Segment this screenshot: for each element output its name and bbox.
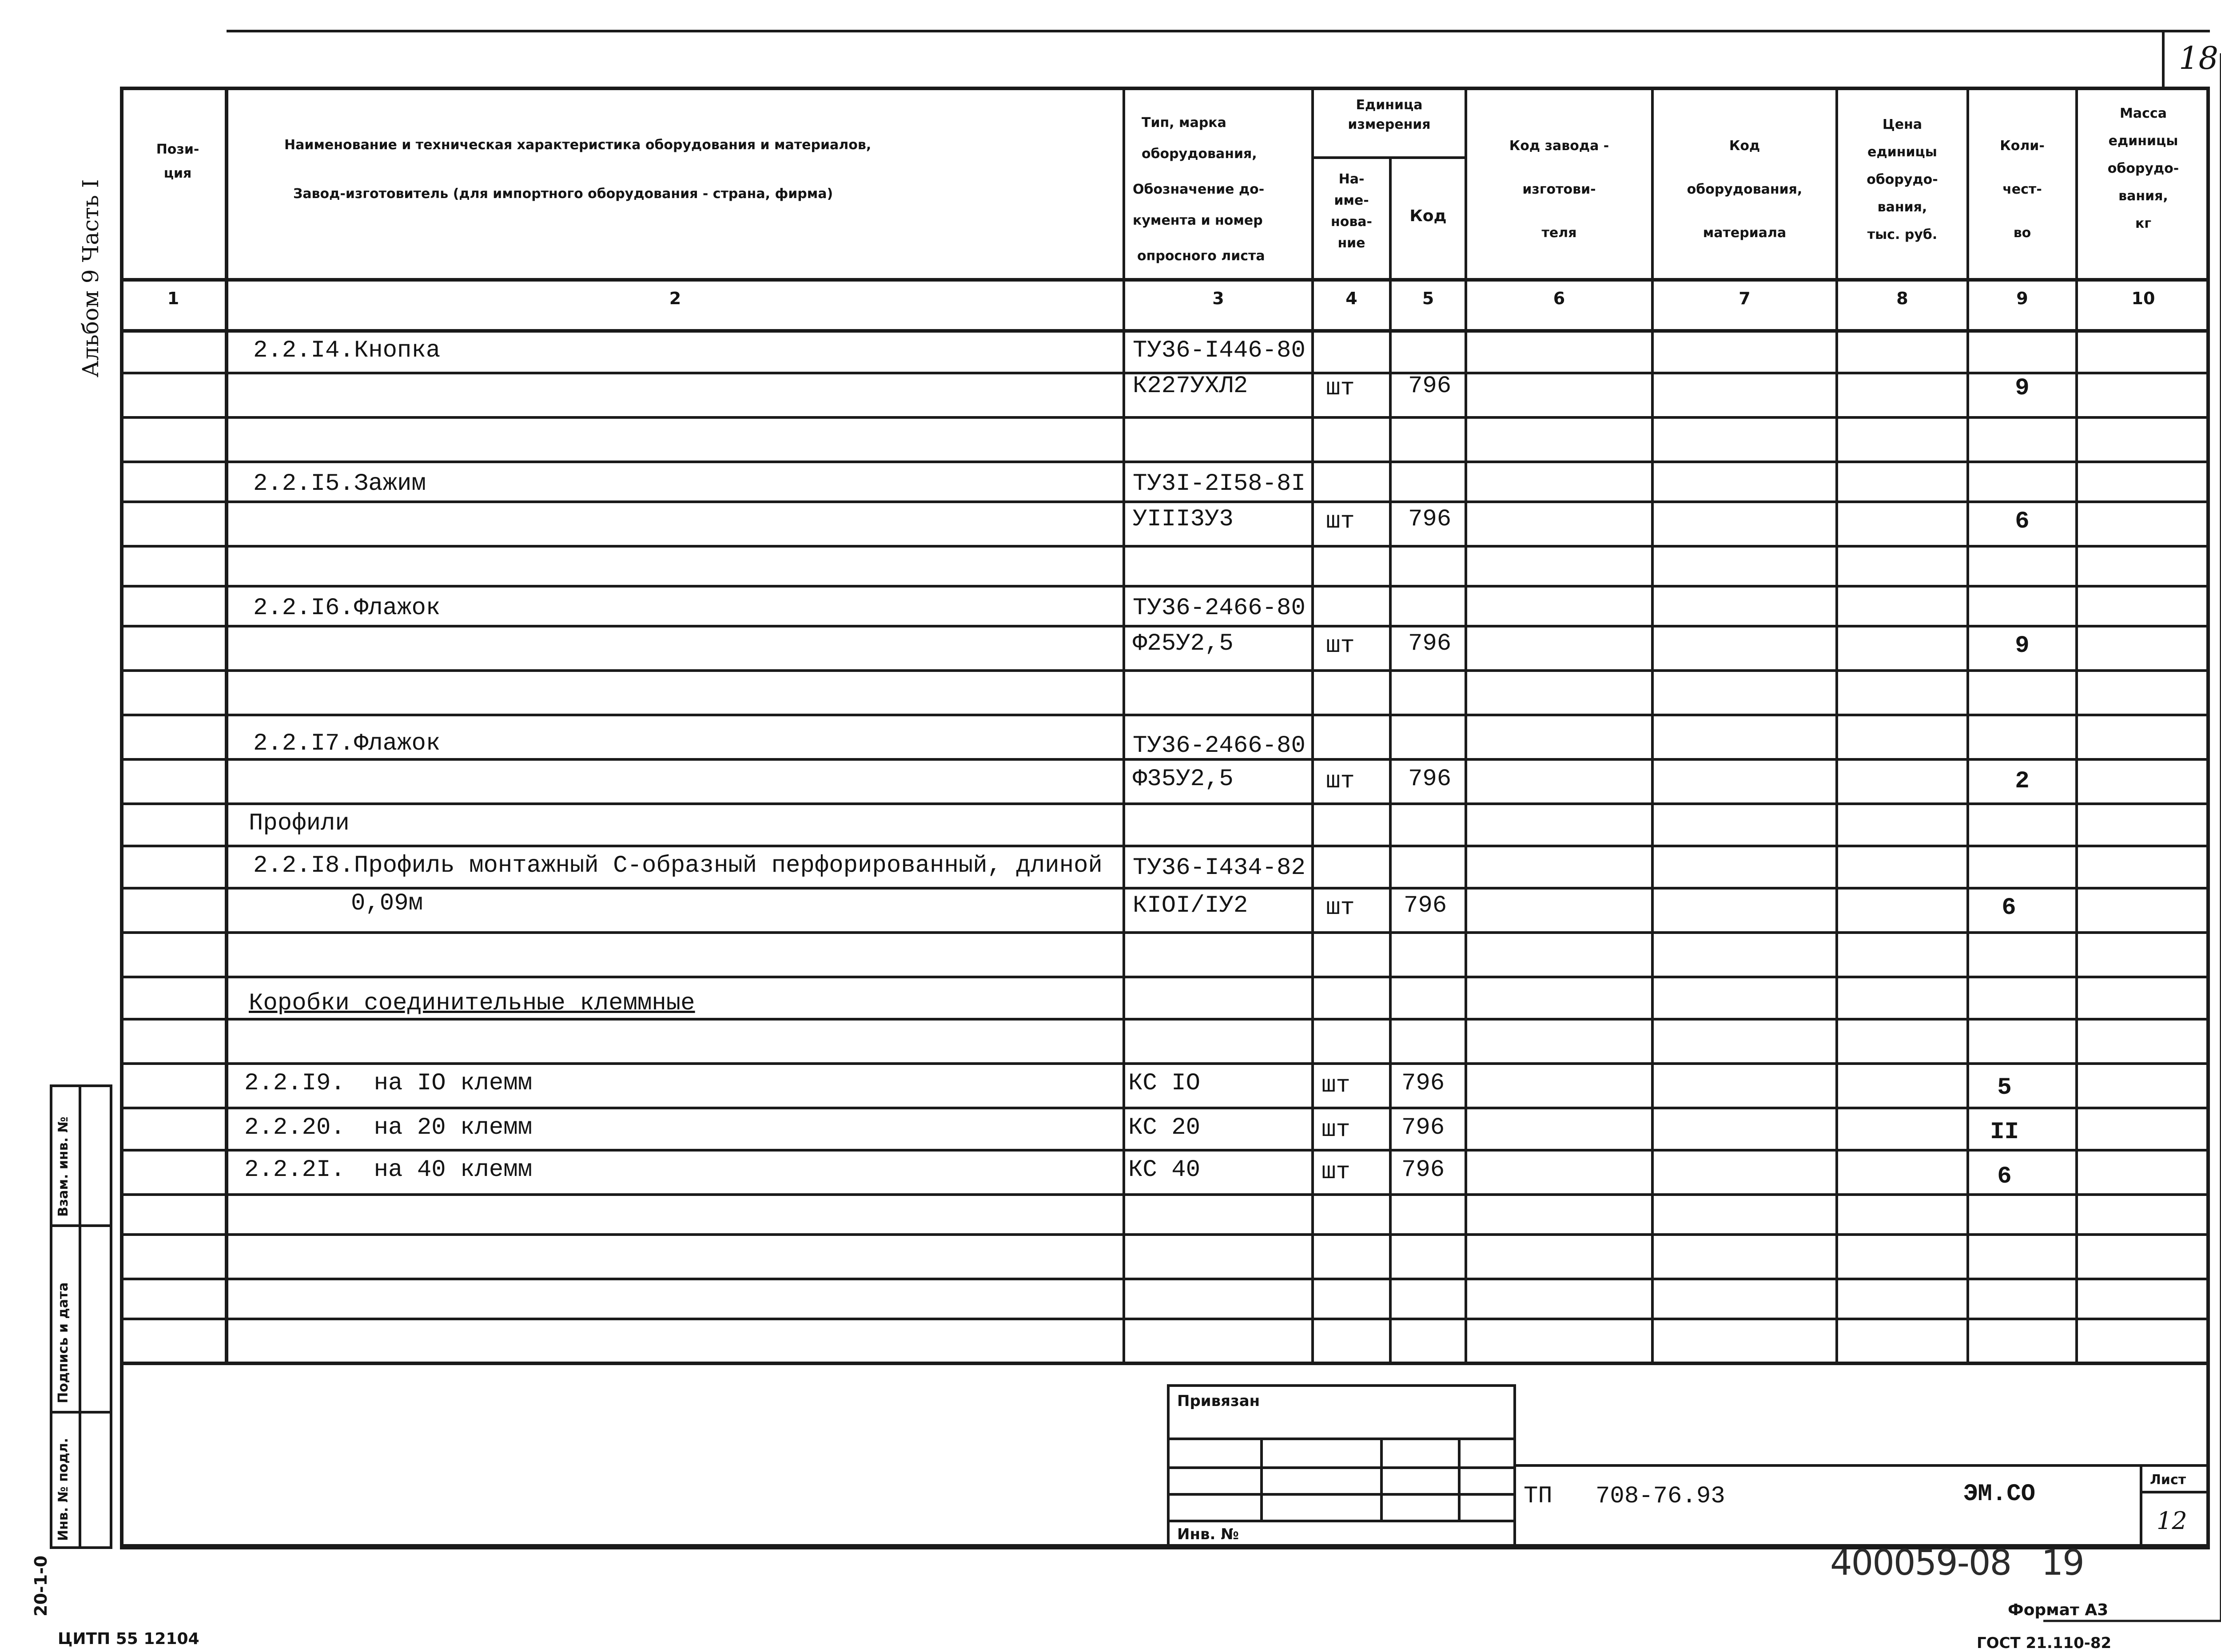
row-code: 796 [1408,373,1452,400]
header-type-2: оборудования, [1142,146,1257,162]
colnum-7: 7 [1739,289,1751,308]
row-code: 796 [1408,766,1452,793]
row-type: ТУ36-I446-80 [1133,337,1306,364]
footer-format: Формат А3 [2008,1601,2109,1619]
stamp-signature-date: Подпись и дата [56,1282,71,1403]
row-type: ТУ36-2466-80 [1133,732,1306,759]
header-unit-code: Код [1409,207,1447,225]
row-unit: шт [1326,632,1355,659]
header-position: Пози- ция [156,142,199,181]
row-name: 2.2.I4.Кнопка [253,337,441,364]
row-unit: шт [1326,508,1355,535]
footer-inv-no: Инв. № [1177,1525,1239,1543]
row-qty: 9 [2015,375,2030,402]
footer-doc-code: ТП 708-76.93 [1524,1483,1725,1510]
row-unit: шт [1321,1116,1350,1144]
colnum-9: 9 [2016,289,2028,308]
album-part-label: Альбом 9 Часть I [78,179,103,377]
row-qty: II [1990,1119,2019,1146]
footer-sheet-label: Лист [2150,1472,2186,1488]
row-type: КС IO [1128,1070,1201,1097]
header-unit-name: На- име- нова- ние [1330,171,1373,251]
row-name: 2.2.I5.Зажим [253,470,426,497]
stamp-replace-inv: Взам. инв. № [56,1116,71,1217]
row-qty: 5 [1997,1074,2012,1101]
colnum-2: 2 [669,289,681,308]
header-type-4: кумента и номер [1133,213,1263,228]
colnum-10: 10 [2131,289,2155,308]
footer-sheet-code: ЭМ.СО [1963,1481,2036,1508]
row-code: 796 [1404,892,1447,919]
colnum-1: 1 [167,289,179,308]
row-unit: шт [1326,894,1355,921]
row-unit: шт [1326,375,1355,402]
header-type-3: Обозначение до- [1133,182,1265,197]
corner-stamp: 20-1-0 [31,1555,51,1616]
header-price: Цена единицы оборудо- вания, тыс. руб. [1867,117,1938,242]
row-unit: шт [1326,768,1355,795]
row-type: КС 40 [1128,1156,1201,1183]
footer-bottom-left: ЦИТП 55 12104 [58,1630,199,1648]
row-type: ТУ3I-2I58-8I [1133,470,1306,497]
row-code: 796 [1401,1156,1445,1183]
row-type: ТУ36-I434-82 [1133,854,1306,882]
row-type: УIII3У3 [1133,506,1234,533]
row-unit: шт [1321,1159,1350,1186]
row-type: КIОI/IУ2 [1133,892,1248,919]
row-section-heading: Коробки соединительные клеммные [249,990,695,1017]
colnum-6: 6 [1553,289,1565,308]
header-name-line1: Наименование и техническая характеристика оборудования и материалов, [284,137,872,153]
header-mass: Масса единицы оборудо- вания, кг [2107,106,2179,231]
row-qty: 9 [2015,632,2030,659]
row-name: 2.2.I8.Профиль монтажный С-образный перфорированный, длиной [253,852,1103,879]
footer-gost: ГОСТ 21.110-82 [1977,1634,2112,1652]
header-material-code: Код оборудования, материала [1687,138,1803,241]
row-qty: 2 [2015,768,2030,795]
row-name: 2.2.I7.Флажок [253,730,441,757]
row-code: 796 [1408,506,1452,533]
colnum-4: 4 [1345,289,1357,308]
header-name-line2: Завод-изготовитель (для импортного оборудования - страна, фирма) [293,186,833,202]
header-type-5: опросного листа [1137,248,1265,264]
row-qty: 6 [1997,1163,2012,1190]
row-name: 0,09м [351,890,423,917]
row-type: Ф35У2,5 [1133,766,1234,793]
corner-sheet-number: 18 [2179,40,2219,76]
row-type: КС 20 [1128,1114,1201,1141]
row-unit: шт [1321,1072,1350,1099]
row-name: 2.2.I6.Флажок [253,595,441,622]
colnum-3: 3 [1212,289,1224,308]
footer-handwritten-number: 400059-08 19 [1830,1543,2084,1583]
row-type: К227УХЛ2 [1133,373,1248,400]
row-code: 796 [1401,1070,1445,1097]
footer-sheet-number: 12 [2157,1507,2187,1535]
row-name: 2.2.I9. на IO клемм [244,1070,533,1097]
row-qty: 6 [2002,894,2016,921]
row-name: 2.2.2I. на 40 клемм [244,1156,533,1183]
stamp-inv-original: Инв. № подл. [56,1438,71,1541]
header-quantity: Коли- чест- во [2000,138,2045,241]
footer-privyazan: Привязан [1177,1392,1260,1410]
row-section-heading: Профили [249,810,350,837]
colnum-5: 5 [1422,289,1434,308]
row-type: ТУ36-2466-80 [1133,595,1306,622]
colnum-8: 8 [1896,289,1908,308]
row-name: 2.2.20. на 20 клемм [244,1114,533,1141]
row-code: 796 [1401,1114,1445,1141]
row-type: Ф25У2,5 [1133,630,1234,657]
row-qty: 6 [2015,508,2030,535]
header-factory-code: Код завода - изготови- теля [1509,138,1609,241]
header-type-1: Тип, марка [1142,115,1226,131]
row-code: 796 [1408,630,1452,657]
header-unit: Единица измерения [1348,97,1431,132]
